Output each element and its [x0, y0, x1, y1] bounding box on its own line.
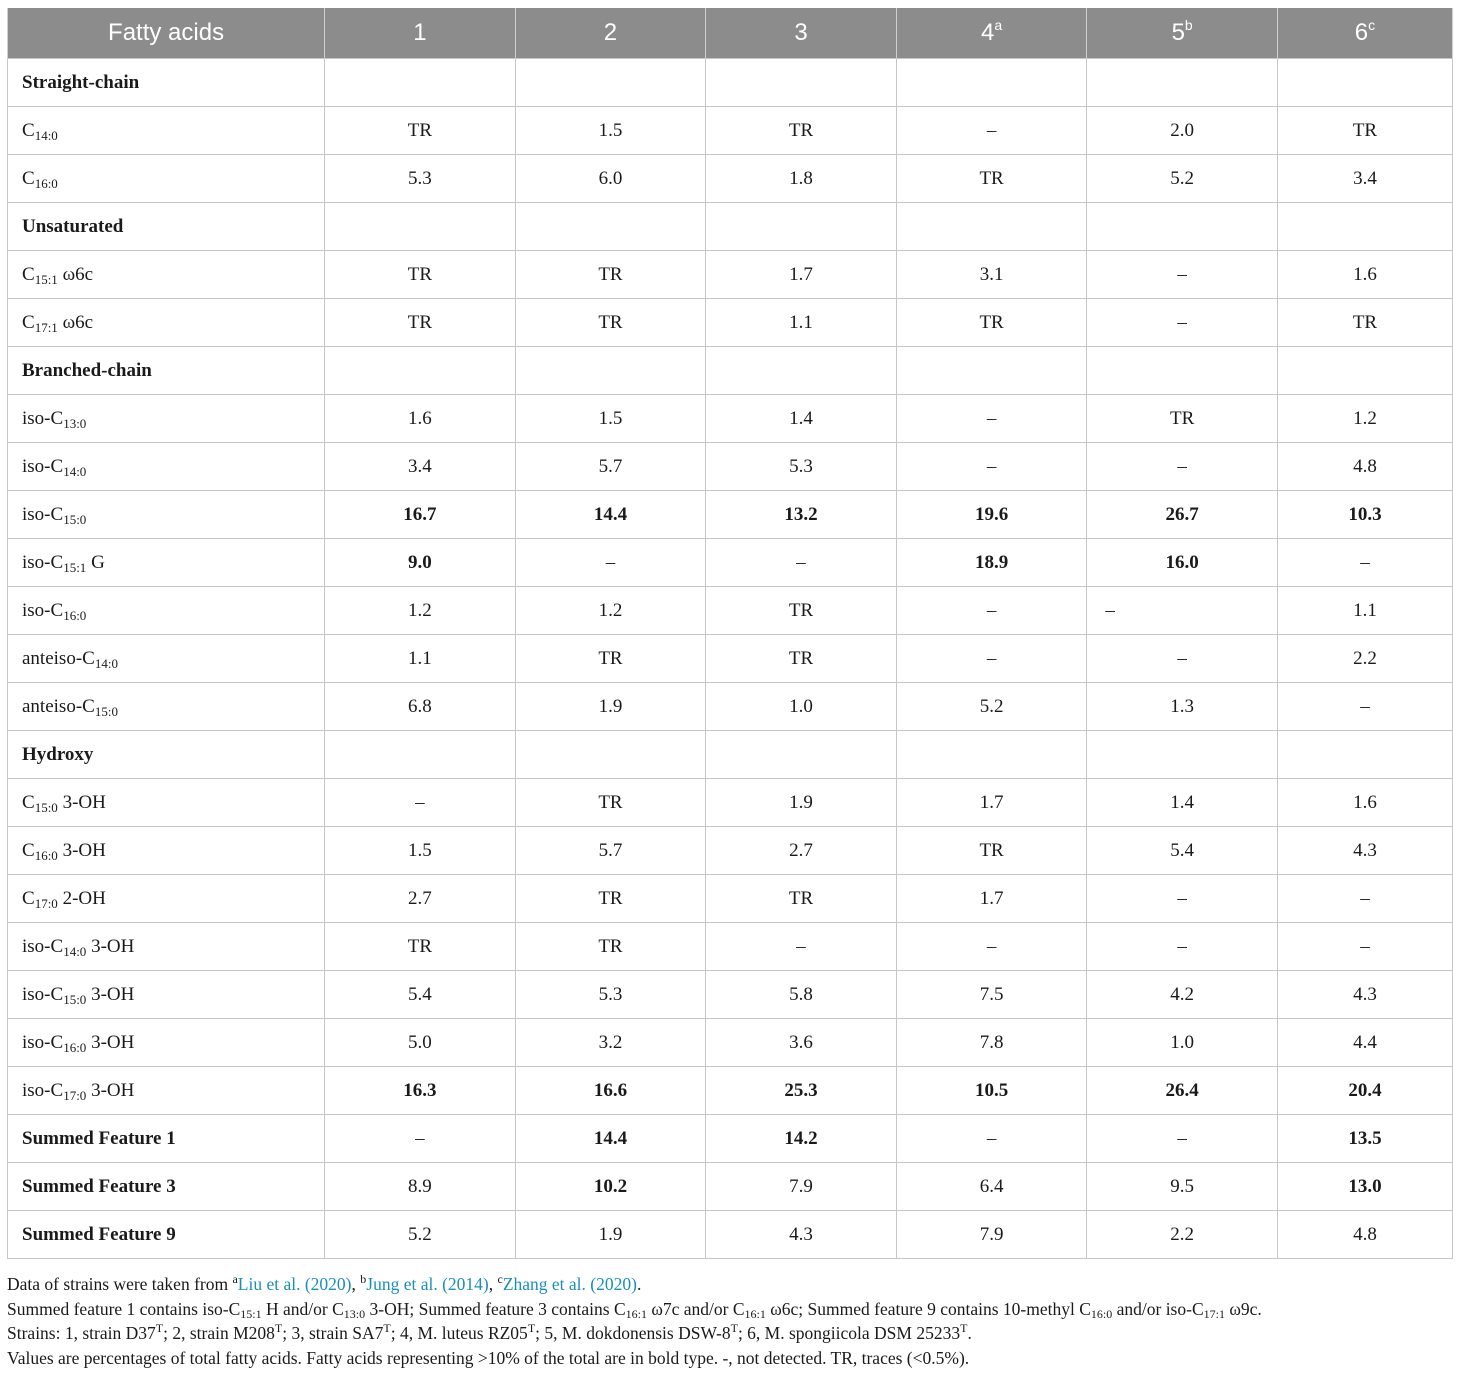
table-cell: 20.4 — [1277, 1067, 1452, 1115]
table-cell: 10.5 — [896, 1067, 1087, 1115]
table-cell: 1.6 — [1277, 251, 1452, 299]
table-cell: 14.4 — [515, 491, 706, 539]
table-cell: TR — [325, 251, 516, 299]
table-cell: TR — [515, 875, 706, 923]
table-cell: TR — [1277, 107, 1452, 155]
fatty-acid-name: iso-$C_{13:0}$ — [8, 395, 325, 443]
summed-feature-label: Summed Feature 1 — [8, 1115, 325, 1163]
table-cell: 6.0 — [515, 155, 706, 203]
fatty-acid-name: iso-$C_{15:0}$ 3-OH — [8, 971, 325, 1019]
table-row — [8, 443, 1453, 491]
table-cell: TR — [515, 779, 706, 827]
table-row — [8, 251, 1453, 299]
table-cell: 5.7 — [515, 443, 706, 491]
table-row — [8, 1163, 1453, 1211]
table-cell: 10.3 — [1277, 491, 1452, 539]
header-strain-3: 3 — [706, 8, 897, 59]
table-cell: 1.5 — [515, 395, 706, 443]
table-cell: TR — [515, 923, 706, 971]
section-label: Unsaturated — [8, 203, 325, 251]
table-cell: 2.2 — [1087, 1211, 1278, 1259]
table-cell — [896, 59, 1087, 107]
header-strain-1: 1 — [325, 8, 516, 59]
table-cell: – — [896, 443, 1087, 491]
table-cell: TR — [896, 155, 1087, 203]
table-row — [8, 875, 1453, 923]
table-cell: 26.7 — [1087, 491, 1278, 539]
table-cell — [896, 203, 1087, 251]
table-cell: 1.1 — [1277, 587, 1452, 635]
table-cell: 7.8 — [896, 1019, 1087, 1067]
summed-feature-label: Summed Feature 3 — [8, 1163, 325, 1211]
table-cell: 1.4 — [706, 395, 897, 443]
fatty-acid-name: iso-$C_{14:0}$ 3-OH — [8, 923, 325, 971]
table-cell: – — [896, 635, 1087, 683]
table-cell — [515, 347, 706, 395]
table-cell: – — [325, 1115, 516, 1163]
table-cell: 16.7 — [325, 491, 516, 539]
table-cell: 1.9 — [515, 1211, 706, 1259]
table-cell: 5.3 — [515, 971, 706, 1019]
footnote-values: Values are percentages of total fatty acids. Fatty acids representing >10% of the total are in bold type. -, not detected. TR, traces (<0.5%). — [7, 1347, 970, 1368]
table-cell: 5.4 — [325, 971, 516, 1019]
table-cell: 2.7 — [325, 875, 516, 923]
table-cell: 7.9 — [896, 1211, 1087, 1259]
table-cell: TR — [325, 107, 516, 155]
table-row — [8, 155, 1453, 203]
fatty-acid-name: iso-$C_{16:0}$ 3-OH — [8, 1019, 325, 1067]
table-cell: TR — [515, 635, 706, 683]
table-cell: 4.8 — [1277, 443, 1452, 491]
table-cell: 2.2 — [1277, 635, 1452, 683]
table-row — [8, 107, 1453, 155]
table-cell: 5.8 — [706, 971, 897, 1019]
fatty-acid-name: iso-$C_{16:0}$ — [8, 587, 325, 635]
table-cell — [706, 731, 897, 779]
fatty-acid-name: $C_{16:0}$ 3-OH — [8, 827, 325, 875]
table-cell: 1.3 — [1087, 683, 1278, 731]
table-cell: 16.6 — [515, 1067, 706, 1115]
table-cell: 1.0 — [706, 683, 897, 731]
table-cell — [706, 203, 897, 251]
table-cell: 3.2 — [515, 1019, 706, 1067]
table-cell: 1.2 — [1277, 395, 1452, 443]
table-cell: 13.5 — [1277, 1115, 1452, 1163]
section-row — [8, 347, 1453, 395]
table-row — [8, 683, 1453, 731]
header-strain-4: 4$^a$ — [896, 8, 1087, 59]
table-cell: 5.3 — [706, 443, 897, 491]
table-cell: 1.9 — [706, 779, 897, 827]
table-cell: – — [1277, 875, 1452, 923]
table-cell: – — [896, 107, 1087, 155]
table-cell: – — [1087, 1115, 1278, 1163]
table-cell: 3.1 — [896, 251, 1087, 299]
table-row — [8, 1211, 1453, 1259]
fatty-acid-name: iso-$C_{15:1}$ G — [8, 539, 325, 587]
table-cell — [325, 59, 516, 107]
table-cell: – — [896, 587, 1087, 635]
header-strain-6: 6$^c$ — [1277, 8, 1452, 59]
table-cell — [706, 59, 897, 107]
table-cell — [515, 203, 706, 251]
table-row — [8, 923, 1453, 971]
table-cell: 9.5 — [1087, 1163, 1278, 1211]
table-cell: 4.4 — [1277, 1019, 1452, 1067]
table-cell: 5.2 — [325, 1211, 516, 1259]
table-cell: 1.2 — [325, 587, 516, 635]
table-cell: 4.3 — [1277, 827, 1452, 875]
table-cell: 13.2 — [706, 491, 897, 539]
summed-feature-label: Summed Feature 9 — [8, 1211, 325, 1259]
table-cell — [1277, 59, 1452, 107]
fatty-acid-name: iso-$C_{14:0}$ — [8, 443, 325, 491]
table-cell: 1.6 — [325, 395, 516, 443]
table-cell: – — [1087, 635, 1278, 683]
table-cell: 3.4 — [1277, 155, 1452, 203]
table-cell: 5.7 — [515, 827, 706, 875]
fatty-acid-name: iso-$C_{17:0}$ 3-OH — [8, 1067, 325, 1115]
fatty-acid-name: anteiso-$C_{15:0}$ — [8, 683, 325, 731]
table-cell: TR — [515, 251, 706, 299]
section-row — [8, 59, 1453, 107]
table-cell — [1087, 59, 1278, 107]
table-cell: 14.4 — [515, 1115, 706, 1163]
table-footnotes — [7, 1272, 1453, 1370]
table-cell: 1.5 — [515, 107, 706, 155]
table-cell: 4.3 — [706, 1211, 897, 1259]
header-strain-2: 2 — [515, 8, 706, 59]
table-cell — [325, 203, 516, 251]
table-cell: 7.9 — [706, 1163, 897, 1211]
fatty-acid-name: anteiso-$C_{14:0}$ — [8, 635, 325, 683]
table-cell: 1.2 — [515, 587, 706, 635]
table-cell: 14.2 — [706, 1115, 897, 1163]
table-row — [8, 491, 1453, 539]
table-cell: 16.3 — [325, 1067, 516, 1115]
table-cell: 2.7 — [706, 827, 897, 875]
header-row — [8, 8, 1453, 59]
table-cell: 9.0 — [325, 539, 516, 587]
table-cell: 16.0 — [1087, 539, 1278, 587]
table-cell: 1.6 — [1277, 779, 1452, 827]
table-cell: – — [896, 923, 1087, 971]
table-cell — [896, 347, 1087, 395]
table-cell: 1.8 — [706, 155, 897, 203]
table-cell: 1.4 — [1087, 779, 1278, 827]
table-cell: 1.0 — [1087, 1019, 1278, 1067]
table-row — [8, 635, 1453, 683]
table-cell: 1.7 — [896, 875, 1087, 923]
table-cell: – — [1087, 443, 1278, 491]
table-cell: TR — [706, 635, 897, 683]
table-cell — [1087, 203, 1278, 251]
table-cell: – — [1277, 923, 1452, 971]
fatty-acid-name: $C_{15:0}$ 3-OH — [8, 779, 325, 827]
fatty-acid-name: $C_{17:1}$ ω6c — [8, 299, 325, 347]
table-cell: 3.6 — [706, 1019, 897, 1067]
table-cell: 13.0 — [1277, 1163, 1452, 1211]
table-row — [8, 539, 1453, 587]
table-cell: TR — [515, 299, 706, 347]
table-cell — [1277, 347, 1452, 395]
table-cell: 10.2 — [515, 1163, 706, 1211]
footnote-summed-features: Summed feature 1 contains iso-$C_{15:1}$ H and/or $C_{13:0}$ 3-OH; Summed feature 3 contains $C_{16:1}$ ω7c and/or $C_{16:1}$ ω6c; Summed feature 9 contains 10-methyl $C_{16:0}$ and/or iso-$C_{17:1}$ ω9c. — [7, 1298, 1262, 1321]
table-cell — [515, 59, 706, 107]
table-cell: 5.2 — [896, 683, 1087, 731]
table-cell: 4.2 — [1087, 971, 1278, 1019]
table-cell: 8.9 — [325, 1163, 516, 1211]
table-row — [8, 299, 1453, 347]
table-cell — [1277, 731, 1452, 779]
table-cell: TR — [706, 587, 897, 635]
table-cell: – — [896, 395, 1087, 443]
table-row — [8, 1019, 1453, 1067]
table-row — [8, 587, 1453, 635]
table-cell: – — [1087, 299, 1278, 347]
table-row — [8, 779, 1453, 827]
table-cell — [1087, 347, 1278, 395]
fatty-acid-table-container — [7, 8, 1453, 1259]
table-row — [8, 971, 1453, 1019]
table-cell: – — [1087, 251, 1278, 299]
table-cell: 1.7 — [706, 251, 897, 299]
table-cell: 2.0 — [1087, 107, 1278, 155]
table-cell: 6.8 — [325, 683, 516, 731]
table-cell: 1.7 — [896, 779, 1087, 827]
table-cell — [1277, 203, 1452, 251]
section-label: Branched-chain — [8, 347, 325, 395]
table-cell: – — [325, 779, 516, 827]
table-cell: – — [1277, 539, 1452, 587]
section-row — [8, 203, 1453, 251]
table-cell: TR — [896, 827, 1087, 875]
section-label: Straight-chain — [8, 59, 325, 107]
fatty-acid-name: $C_{14:0}$ — [8, 107, 325, 155]
table-cell: 26.4 — [1087, 1067, 1278, 1115]
table-cell: 5.2 — [1087, 155, 1278, 203]
table-cell — [325, 731, 516, 779]
table-cell: TR — [896, 299, 1087, 347]
section-row — [8, 731, 1453, 779]
fatty-acid-name: $C_{16:0}$ — [8, 155, 325, 203]
table-cell: TR — [325, 299, 516, 347]
table-cell: – — [706, 923, 897, 971]
table-cell: 4.8 — [1277, 1211, 1452, 1259]
reference-link-liu[interactable]: Liu et al. (2020) — [237, 1274, 352, 1294]
table-cell: – — [1087, 923, 1278, 971]
table-cell: TR — [706, 107, 897, 155]
table-cell: 1.1 — [325, 635, 516, 683]
table-cell: 5.0 — [325, 1019, 516, 1067]
table-cell: 5.4 — [1087, 827, 1278, 875]
table-cell: 19.6 — [896, 491, 1087, 539]
table-cell: – — [1087, 875, 1278, 923]
table-cell: 4.3 — [1277, 971, 1452, 1019]
table-cell: – — [1277, 683, 1452, 731]
fatty-acid-name: $C_{15:1}$ ω6c — [8, 251, 325, 299]
table-cell: 1.9 — [515, 683, 706, 731]
table-cell — [515, 731, 706, 779]
footnote-sources: Data of strains were taken from $^a$Liu et al. (2020), $^b$Jung et al. (2014), $^c$Zhang et al. (2020). — [7, 1272, 642, 1294]
table-cell — [1087, 731, 1278, 779]
table-cell: 5.3 — [325, 155, 516, 203]
footnote-strains: Strains: 1, strain $D37^T$; 2, strain $M208^T$; 3, strain $SA7^T$; 4, M. luteus $RZ05^T$; 5, M. dokdonensis DSW-$8^T$; 6, M. spongiicola DSM $25233^T$. — [7, 1321, 972, 1343]
table-cell: TR — [706, 875, 897, 923]
table-cell: – — [1087, 587, 1278, 635]
header-strain-5: 5$^b$ — [1087, 8, 1278, 59]
table-cell: TR — [1087, 395, 1278, 443]
table-cell: – — [515, 539, 706, 587]
table-cell: TR — [1277, 299, 1452, 347]
table-cell: 18.9 — [896, 539, 1087, 587]
table-cell: 7.5 — [896, 971, 1087, 1019]
table-cell: 6.4 — [896, 1163, 1087, 1211]
table-cell: 25.3 — [706, 1067, 897, 1115]
table-row — [8, 1067, 1453, 1115]
table-cell: 1.5 — [325, 827, 516, 875]
table-row — [8, 827, 1453, 875]
header-fatty-acids: Fatty acids — [8, 8, 325, 59]
reference-link-zhang[interactable]: Zhang et al. (2020) — [502, 1274, 637, 1294]
fatty-acid-table — [7, 8, 1453, 1259]
fatty-acid-name: $C_{17:0}$ 2-OH — [8, 875, 325, 923]
table-cell: 1.1 — [706, 299, 897, 347]
table-cell: 3.4 — [325, 443, 516, 491]
fatty-acid-name: iso-$C_{15:0}$ — [8, 491, 325, 539]
table-cell — [706, 347, 897, 395]
table-row — [8, 395, 1453, 443]
table-cell: TR — [325, 923, 516, 971]
table-cell: – — [896, 1115, 1087, 1163]
table-cell: – — [706, 539, 897, 587]
table-cell — [325, 347, 516, 395]
table-cell — [896, 731, 1087, 779]
section-label: Hydroxy — [8, 731, 325, 779]
reference-link-jung[interactable]: Jung et al. (2014) — [366, 1274, 489, 1294]
table-row — [8, 1115, 1453, 1163]
